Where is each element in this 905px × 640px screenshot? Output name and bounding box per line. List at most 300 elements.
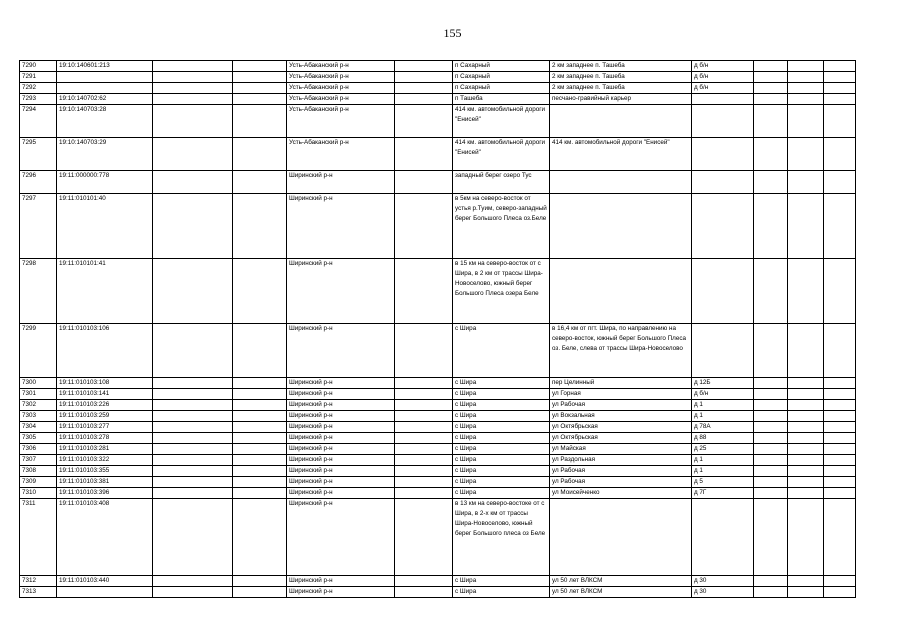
blank-cell-a (153, 587, 233, 598)
blank-cell-c (395, 477, 453, 488)
district-cell: Ширинский р-н (287, 400, 395, 411)
street-cell: ул Горная (550, 389, 692, 400)
settlement-cell: с Шира (453, 411, 550, 422)
street-cell (550, 499, 692, 576)
street-cell: ул Рабочая (550, 477, 692, 488)
street-cell: ул Майская (550, 444, 692, 455)
extra-cell-c (824, 83, 856, 94)
blank-cell-b (233, 378, 287, 389)
district-cell: Усть-Абаканский р-н (287, 105, 395, 138)
house-cell (692, 194, 754, 259)
house-cell: д 88 (692, 433, 754, 444)
blank-cell-c (395, 105, 453, 138)
extra-cell-b (788, 378, 824, 389)
extra-cell-a (754, 422, 788, 433)
blank-cell-c (395, 83, 453, 94)
row-number-cell: 7309 (20, 477, 57, 488)
table-row (20, 477, 856, 488)
extra-cell-c (824, 411, 856, 422)
settlement-cell: п Сахарный (453, 72, 550, 83)
row-number-cell: 7293 (20, 94, 57, 105)
cadastral-number-cell: 19:11:010103:381 (57, 477, 153, 488)
extra-cell-a (754, 83, 788, 94)
extra-cell-b (788, 105, 824, 138)
blank-cell-b (233, 576, 287, 587)
district-cell: Ширинский р-н (287, 477, 395, 488)
district-cell: Усть-Абаканский р-н (287, 94, 395, 105)
table-row (20, 94, 856, 105)
extra-cell-b (788, 433, 824, 444)
blank-cell-c (395, 411, 453, 422)
blank-cell-c (395, 499, 453, 576)
extra-cell-b (788, 61, 824, 72)
settlement-cell: с Шира (453, 576, 550, 587)
table-row (20, 411, 856, 422)
street-cell: ул 50 лет ВЛКСМ (550, 576, 692, 587)
extra-cell-b (788, 411, 824, 422)
settlement-cell: с Шира (453, 477, 550, 488)
row-number-cell: 7297 (20, 194, 57, 259)
blank-cell-a (153, 105, 233, 138)
extra-cell-c (824, 422, 856, 433)
district-cell: Ширинский р-н (287, 422, 395, 433)
cadastral-number-cell: 19:11:010103:355 (57, 466, 153, 477)
house-cell: д б/н (692, 61, 754, 72)
district-cell: Ширинский р-н (287, 194, 395, 259)
blank-cell-c (395, 72, 453, 83)
extra-cell-c (824, 587, 856, 598)
row-number-cell: 7311 (20, 499, 57, 576)
extra-cell-a (754, 72, 788, 83)
district-cell: Ширинский р-н (287, 488, 395, 499)
house-cell: д 78А (692, 422, 754, 433)
blank-cell-c (395, 422, 453, 433)
table-row (20, 138, 856, 171)
cadastral-number-cell: 19:11:010103:281 (57, 444, 153, 455)
extra-cell-a (754, 389, 788, 400)
extra-cell-b (788, 466, 824, 477)
row-number-cell: 7312 (20, 576, 57, 587)
blank-cell-a (153, 324, 233, 378)
row-number-cell: 7296 (20, 171, 57, 194)
extra-cell-a (754, 259, 788, 324)
settlement-cell: с Шира (453, 587, 550, 598)
blank-cell-b (233, 499, 287, 576)
cadastral-number-cell: 19:11:010103:259 (57, 411, 153, 422)
cadastral-number-cell (57, 72, 153, 83)
cadastral-number-cell: 19:11:010103:226 (57, 400, 153, 411)
extra-cell-c (824, 433, 856, 444)
row-number-cell: 7310 (20, 488, 57, 499)
blank-cell-b (233, 477, 287, 488)
blank-cell-a (153, 576, 233, 587)
extra-cell-a (754, 466, 788, 477)
district-cell: Ширинский р-н (287, 389, 395, 400)
street-cell (550, 105, 692, 138)
row-number-cell: 7290 (20, 61, 57, 72)
house-cell: д 25 (692, 444, 754, 455)
extra-cell-b (788, 72, 824, 83)
extra-cell-a (754, 499, 788, 576)
district-cell: Ширинский р-н (287, 411, 395, 422)
table-row (20, 105, 856, 138)
table-row (20, 61, 856, 72)
settlement-cell: с Шира (453, 400, 550, 411)
row-number-cell: 7300 (20, 378, 57, 389)
extra-cell-a (754, 94, 788, 105)
house-cell: д 12Б (692, 378, 754, 389)
table-row (20, 488, 856, 499)
row-number-cell: 7306 (20, 444, 57, 455)
blank-cell-c (395, 576, 453, 587)
extra-cell-c (824, 94, 856, 105)
house-cell (692, 138, 754, 171)
blank-cell-a (153, 171, 233, 194)
house-cell (692, 171, 754, 194)
blank-cell-b (233, 433, 287, 444)
house-cell: д б/н (692, 83, 754, 94)
extra-cell-b (788, 455, 824, 466)
street-cell: в 16,4 км от пгт. Шира, по направлению на северо-восток, южный берег Большого Плеса оз. Беле, слева от трассы Шира-Новоселово (550, 324, 692, 378)
settlement-cell: с Шира (453, 466, 550, 477)
house-cell (692, 499, 754, 576)
extra-cell-a (754, 105, 788, 138)
extra-cell-a (754, 138, 788, 171)
blank-cell-a (153, 444, 233, 455)
extra-cell-c (824, 444, 856, 455)
blank-cell-b (233, 171, 287, 194)
extra-cell-c (824, 378, 856, 389)
cadastral-number-cell: 19:10:140703:28 (57, 105, 153, 138)
table-row (20, 587, 856, 598)
district-cell: Ширинский р-н (287, 171, 395, 194)
extra-cell-b (788, 259, 824, 324)
settlement-cell: 414 км. автомобильной дороги "Енисей" (453, 105, 550, 138)
street-cell: ул Рабочая (550, 400, 692, 411)
table-row (20, 499, 856, 576)
row-number-cell: 7302 (20, 400, 57, 411)
blank-cell-a (153, 378, 233, 389)
blank-cell-a (153, 499, 233, 576)
row-number-cell: 7295 (20, 138, 57, 171)
house-cell: д 1 (692, 466, 754, 477)
extra-cell-b (788, 194, 824, 259)
cadastral-number-cell: 19:10:140601:213 (57, 61, 153, 72)
house-cell: д 7Г (692, 488, 754, 499)
cadastral-number-cell: 19:11:010103:108 (57, 378, 153, 389)
extra-cell-c (824, 455, 856, 466)
settlement-cell: с Шира (453, 389, 550, 400)
blank-cell-b (233, 194, 287, 259)
cadastral-number-cell (57, 587, 153, 598)
settlement-cell: в 15 км на северо-восток от с Шира, в 2 км от трассы Шира-Новоселово, южный берег Большого Плеса озера Беле (453, 259, 550, 324)
district-cell: Ширинский р-н (287, 587, 395, 598)
row-number-cell: 7301 (20, 389, 57, 400)
district-cell: Ширинский р-н (287, 378, 395, 389)
street-cell (550, 259, 692, 324)
table-row (20, 444, 856, 455)
district-cell: Ширинский р-н (287, 433, 395, 444)
blank-cell-b (233, 83, 287, 94)
blank-cell-a (153, 400, 233, 411)
row-number-cell: 7294 (20, 105, 57, 138)
extra-cell-c (824, 488, 856, 499)
district-cell: Усть-Абаканский р-н (287, 72, 395, 83)
extra-cell-c (824, 400, 856, 411)
page-number: 155 (443, 26, 462, 40)
extra-cell-a (754, 455, 788, 466)
district-cell: Ширинский р-н (287, 499, 395, 576)
extra-cell-a (754, 324, 788, 378)
blank-cell-c (395, 587, 453, 598)
blank-cell-b (233, 455, 287, 466)
blank-cell-a (153, 138, 233, 171)
row-number-cell: 7305 (20, 433, 57, 444)
table-row (20, 259, 856, 324)
row-number-cell: 7303 (20, 411, 57, 422)
blank-cell-c (395, 138, 453, 171)
blank-cell-a (153, 466, 233, 477)
blank-cell-c (395, 259, 453, 324)
blank-cell-c (395, 444, 453, 455)
table-row (20, 576, 856, 587)
street-cell: ул Вокзальная (550, 411, 692, 422)
settlement-cell: западный берег озеро Тус (453, 171, 550, 194)
cadastral-number-cell: 19:11:010103:278 (57, 433, 153, 444)
house-cell: д 1 (692, 455, 754, 466)
row-number-cell: 7313 (20, 587, 57, 598)
table-row (20, 194, 856, 259)
extra-cell-a (754, 433, 788, 444)
blank-cell-b (233, 105, 287, 138)
blank-cell-c (395, 194, 453, 259)
district-cell: Ширинский р-н (287, 259, 395, 324)
extra-cell-c (824, 61, 856, 72)
extra-cell-c (824, 171, 856, 194)
extra-cell-a (754, 194, 788, 259)
settlement-cell: с Шира (453, 422, 550, 433)
extra-cell-a (754, 576, 788, 587)
blank-cell-a (153, 94, 233, 105)
table-row (20, 83, 856, 94)
table-row (20, 433, 856, 444)
house-cell: д 1 (692, 411, 754, 422)
district-cell: Усть-Абаканский р-н (287, 61, 395, 72)
extra-cell-a (754, 488, 788, 499)
extra-cell-b (788, 576, 824, 587)
street-cell: пер Целинный (550, 378, 692, 389)
registry-table (19, 60, 856, 598)
extra-cell-a (754, 587, 788, 598)
settlement-cell: 414 км. автомобильной дороги "Енисей" (453, 138, 550, 171)
cadastral-number-cell: 19:11:010103:322 (57, 455, 153, 466)
street-cell: ул Октябрьская (550, 433, 692, 444)
house-cell (692, 105, 754, 138)
blank-cell-b (233, 138, 287, 171)
cadastral-number-cell: 19:11:010103:141 (57, 389, 153, 400)
house-cell: д 30 (692, 587, 754, 598)
blank-cell-b (233, 400, 287, 411)
blank-cell-a (153, 72, 233, 83)
blank-cell-a (153, 83, 233, 94)
cadastral-number-cell: 19:11:010103:396 (57, 488, 153, 499)
blank-cell-a (153, 455, 233, 466)
blank-cell-a (153, 194, 233, 259)
table-row (20, 72, 856, 83)
row-number-cell: 7292 (20, 83, 57, 94)
district-cell: Ширинский р-н (287, 455, 395, 466)
settlement-cell: в 5км на северо-восток от устья р.Туим, северо-западный берег Большого Плеса оз.Беле (453, 194, 550, 259)
settlement-cell: с Шира (453, 488, 550, 499)
street-cell: ул Октябрьская (550, 422, 692, 433)
settlement-cell: с Шира (453, 444, 550, 455)
table-row (20, 400, 856, 411)
extra-cell-b (788, 83, 824, 94)
settlement-cell: п Ташеба (453, 94, 550, 105)
blank-cell-b (233, 422, 287, 433)
extra-cell-b (788, 477, 824, 488)
blank-cell-c (395, 389, 453, 400)
street-cell: 414 км. автомобильной дороги "Енисей" (550, 138, 692, 171)
extra-cell-a (754, 444, 788, 455)
cadastral-number-cell: 19:11:010101:41 (57, 259, 153, 324)
table-row (20, 422, 856, 433)
table-row (20, 171, 856, 194)
settlement-cell: с Шира (453, 324, 550, 378)
extra-cell-b (788, 422, 824, 433)
table-row (20, 455, 856, 466)
extra-cell-b (788, 171, 824, 194)
house-cell: д 5 (692, 477, 754, 488)
blank-cell-c (395, 455, 453, 466)
extra-cell-a (754, 171, 788, 194)
street-cell: ул Рабочая (550, 466, 692, 477)
extra-cell-b (788, 400, 824, 411)
house-cell: д 30 (692, 576, 754, 587)
blank-cell-c (395, 433, 453, 444)
blank-cell-c (395, 324, 453, 378)
table-row (20, 378, 856, 389)
street-cell: 2 км западнее п. Ташеба (550, 72, 692, 83)
blank-cell-a (153, 411, 233, 422)
table-row (20, 324, 856, 378)
settlement-cell: с Шира (453, 433, 550, 444)
registry-table-body (20, 61, 856, 598)
extra-cell-b (788, 499, 824, 576)
blank-cell-c (395, 488, 453, 499)
extra-cell-a (754, 411, 788, 422)
district-cell: Усть-Абаканский р-н (287, 83, 395, 94)
cadastral-number-cell: 19:11:010103:277 (57, 422, 153, 433)
extra-cell-c (824, 576, 856, 587)
blank-cell-a (153, 488, 233, 499)
street-cell: песчано-гравийный карьер (550, 94, 692, 105)
extra-cell-b (788, 444, 824, 455)
extra-cell-b (788, 488, 824, 499)
street-cell: ул Моисейченко (550, 488, 692, 499)
blank-cell-c (395, 61, 453, 72)
blank-cell-b (233, 389, 287, 400)
street-cell: 2 км западнее п. Ташеба (550, 83, 692, 94)
extra-cell-b (788, 138, 824, 171)
blank-cell-b (233, 411, 287, 422)
cadastral-number-cell: 19:10:140703:29 (57, 138, 153, 171)
district-cell: Ширинский р-н (287, 324, 395, 378)
extra-cell-c (824, 194, 856, 259)
blank-cell-b (233, 259, 287, 324)
district-cell: Усть-Абаканский р-н (287, 138, 395, 171)
blank-cell-b (233, 466, 287, 477)
district-cell: Ширинский р-н (287, 576, 395, 587)
row-number-cell: 7304 (20, 422, 57, 433)
blank-cell-a (153, 259, 233, 324)
extra-cell-b (788, 94, 824, 105)
row-number-cell: 7291 (20, 72, 57, 83)
street-cell: 2 км западнее п. Ташеба (550, 61, 692, 72)
row-number-cell: 7299 (20, 324, 57, 378)
street-cell (550, 171, 692, 194)
house-cell: д 1 (692, 400, 754, 411)
settlement-cell: с Шира (453, 455, 550, 466)
cadastral-number-cell: 19:11:010103:408 (57, 499, 153, 576)
blank-cell-c (395, 378, 453, 389)
blank-cell-b (233, 94, 287, 105)
extra-cell-b (788, 587, 824, 598)
blank-cell-b (233, 444, 287, 455)
blank-cell-a (153, 389, 233, 400)
extra-cell-c (824, 138, 856, 171)
row-number-cell: 7298 (20, 259, 57, 324)
cadastral-number-cell: 19:10:140702:62 (57, 94, 153, 105)
row-number-cell: 7308 (20, 466, 57, 477)
blank-cell-c (395, 400, 453, 411)
extra-cell-c (824, 72, 856, 83)
blank-cell-c (395, 171, 453, 194)
settlement-cell: п Сахарный (453, 61, 550, 72)
blank-cell-c (395, 466, 453, 477)
street-cell: ул Раздольная (550, 455, 692, 466)
cadastral-number-cell: 19:11:010103:440 (57, 576, 153, 587)
settlement-cell: п Сахарный (453, 83, 550, 94)
blank-cell-b (233, 324, 287, 378)
extra-cell-c (824, 324, 856, 378)
extra-cell-b (788, 324, 824, 378)
house-cell: д б/н (692, 389, 754, 400)
table-row (20, 389, 856, 400)
house-cell (692, 324, 754, 378)
house-cell (692, 259, 754, 324)
blank-cell-b (233, 488, 287, 499)
blank-cell-a (153, 61, 233, 72)
settlement-cell: в 13 км на северо-востоке от с Шира, в 2-х км от трассы Шира-Новоселово, южный берег Большого плеса оз Беле (453, 499, 550, 576)
cadastral-number-cell (57, 83, 153, 94)
blank-cell-c (395, 94, 453, 105)
street-cell (550, 194, 692, 259)
row-number-cell: 7307 (20, 455, 57, 466)
blank-cell-a (153, 477, 233, 488)
cadastral-number-cell: 19:11:000000:778 (57, 171, 153, 194)
district-cell: Ширинский р-н (287, 444, 395, 455)
extra-cell-c (824, 105, 856, 138)
house-cell (692, 94, 754, 105)
extra-cell-a (754, 378, 788, 389)
blank-cell-b (233, 72, 287, 83)
extra-cell-c (824, 477, 856, 488)
blank-cell-a (153, 422, 233, 433)
blank-cell-a (153, 433, 233, 444)
extra-cell-c (824, 259, 856, 324)
extra-cell-a (754, 61, 788, 72)
